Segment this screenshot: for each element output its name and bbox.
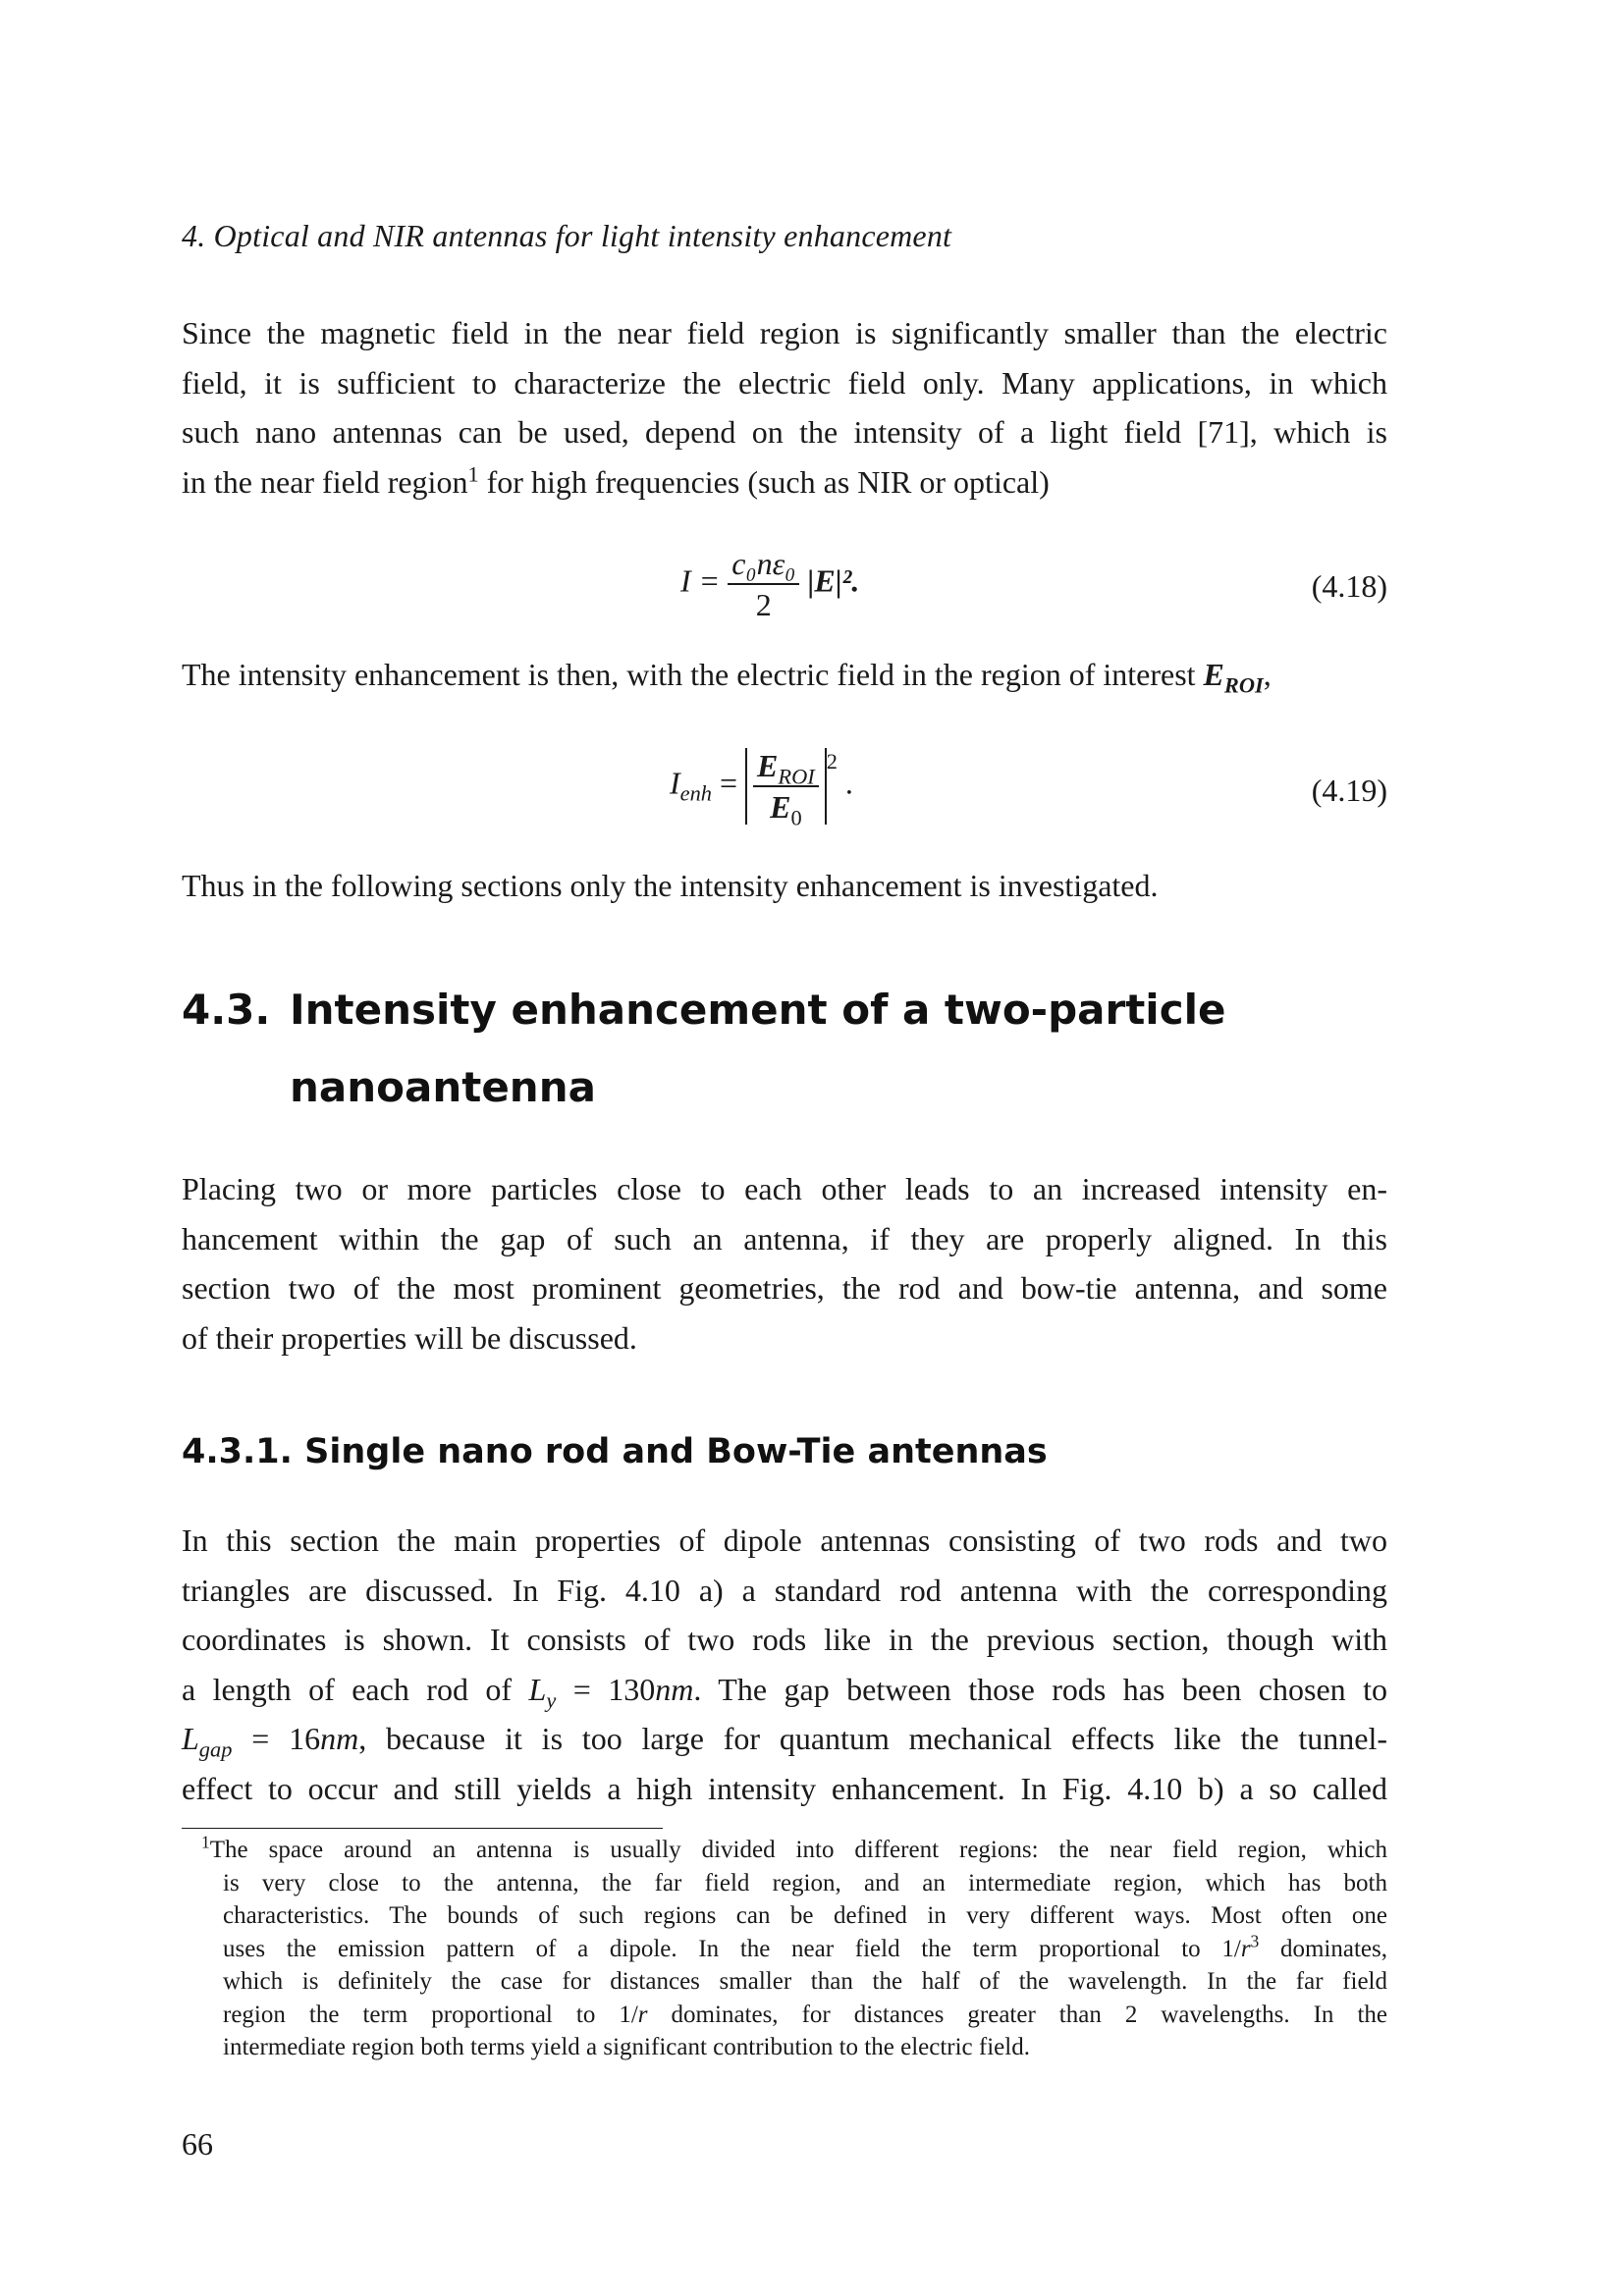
footnote-line: intermediate region both terms yield a significant contribution to the electric field. bbox=[223, 2034, 1030, 2060]
text-segment: = 16 bbox=[232, 1721, 321, 1756]
section-number: 4.3. bbox=[182, 986, 271, 1034]
math-symbol: E bbox=[1203, 657, 1224, 692]
equation-fraction bbox=[753, 748, 819, 830]
text-segment: uses the emission pattern of a dipole. In the near field the term proportional to 1/ bbox=[223, 1935, 1241, 1962]
equation-lhs-subscript: enh bbox=[679, 780, 712, 806]
footnote-marker: 1 bbox=[201, 1832, 210, 1852]
equation-tail: . bbox=[844, 765, 853, 801]
paragraph-summary bbox=[182, 861, 1387, 911]
footnote-line bbox=[182, 1999, 1387, 2032]
exponent: 3 bbox=[1250, 1931, 1260, 1951]
math-subscript: ROI bbox=[778, 764, 815, 789]
text-line bbox=[182, 457, 1387, 507]
footnote-line: characteristics. The bounds of such regions can be defined in very different ways. Most often one bbox=[223, 1902, 1387, 1929]
text-line: of their properties will be discussed. bbox=[182, 1319, 637, 1356]
math-subscript: 0 bbox=[790, 805, 802, 830]
fraction-numerator: c₀nε₀ bbox=[728, 546, 799, 585]
fraction-denominator: 2 bbox=[755, 587, 772, 622]
paragraph-two-particle bbox=[182, 1164, 1387, 1362]
equation-4-19 bbox=[670, 748, 853, 830]
fraction-denominator bbox=[753, 787, 819, 830]
math-symbol: r bbox=[637, 2001, 648, 2028]
text-line: coordinates is shown. It consists of two rods like in the previous section, though with bbox=[182, 1622, 1387, 1657]
math-unit: nm bbox=[655, 1671, 694, 1707]
text-segment: for high frequencies (such as NIR or optical) bbox=[478, 463, 1050, 500]
math-symbol: E bbox=[770, 789, 791, 825]
text-line: hancement within the gap of such an antenna, if they are properly aligned. In this bbox=[182, 1220, 1387, 1256]
math-subscript: y bbox=[546, 1686, 557, 1712]
math-symbol: L bbox=[528, 1671, 547, 1707]
subsection-number: 4.3.1. bbox=[182, 1432, 293, 1471]
text-segment: = 130 bbox=[556, 1671, 656, 1707]
page-number: 66 bbox=[182, 2126, 213, 2162]
fraction-numerator bbox=[753, 748, 819, 787]
text-segment: , because it is too large for quantum mechanical effects like the tunnel- bbox=[358, 1721, 1388, 1756]
text-line: Since the magnetic field in the near field region is significantly smaller than the electric bbox=[182, 315, 1387, 350]
running-head: 4. Optical and NIR antennas for light intensity enhancement bbox=[182, 218, 952, 253]
equation-number: (4.19) bbox=[1311, 773, 1387, 808]
footnote-line bbox=[182, 1834, 1387, 1867]
subsection-title: Single nano rod and Bow-Tie antennas bbox=[304, 1432, 1048, 1471]
paragraph-intro bbox=[182, 308, 1387, 507]
text-segment: , bbox=[1263, 657, 1272, 692]
text-segment: dominates, for distances greater than 2 wavelengths. In the bbox=[647, 2001, 1387, 2028]
text-segment: The intensity enhancement is then, with the electric field in the region of interest bbox=[182, 657, 1196, 692]
text-segment: The space around an antenna is usually divided into different regions: the near field region, which bbox=[209, 1837, 1387, 1863]
math-subscript: ROI bbox=[1223, 672, 1264, 698]
paragraph-rod-antennas bbox=[182, 1516, 1387, 1813]
text-line bbox=[182, 650, 1387, 700]
text-line: Thus in the following sections only the intensity enhancement is investigated. bbox=[182, 868, 1159, 903]
math-unit: nm bbox=[320, 1721, 359, 1756]
footnote-line: which is definitely the case for distances smaller than the half of the wavelength. In the far field bbox=[223, 1968, 1387, 1995]
equation-fraction bbox=[728, 546, 799, 622]
equation-rhs: |E|². bbox=[807, 562, 860, 599]
subsection-heading bbox=[182, 1432, 1048, 1471]
text-line: such nano antennas can be used, depend on the intensity of a light field [71], which is bbox=[182, 414, 1387, 450]
text-line: In this section the main properties of dipole antennas consisting of two rods and two bbox=[182, 1522, 1387, 1558]
text-segment: region the term proportional to 1/ bbox=[223, 2001, 638, 2028]
section-title: Intensity enhancement of a two-particle bbox=[290, 986, 1226, 1034]
text-segment: in the near field region bbox=[182, 463, 468, 500]
equation-lhs: I bbox=[670, 765, 680, 801]
text-line bbox=[182, 1665, 1387, 1715]
math-subscript: gap bbox=[198, 1736, 233, 1762]
text-line: field, it is sufficient to characterize the electric field only. Many applications, in which bbox=[182, 364, 1387, 400]
text-line: section two of the most prominent geometries, the rod and bow-tie antenna, and some bbox=[182, 1270, 1387, 1306]
math-symbol: E bbox=[757, 748, 779, 783]
absolute-value bbox=[745, 748, 827, 830]
footnote-marker: 1 bbox=[467, 460, 479, 486]
equation-number: (4.18) bbox=[1311, 568, 1387, 604]
math-symbol: r bbox=[1240, 1935, 1251, 1962]
footnote-line bbox=[182, 1933, 1387, 1966]
section-heading-continued bbox=[290, 1063, 596, 1111]
paragraph-enhancement bbox=[182, 650, 1387, 700]
footnote-rule bbox=[182, 1828, 663, 1829]
footnote-line: is very close to the antenna, the far field region, and an intermediate region, which has both bbox=[223, 1869, 1387, 1896]
section-heading bbox=[182, 986, 1225, 1034]
math-symbol: L bbox=[182, 1721, 199, 1756]
text-segment: dominates, bbox=[1259, 1935, 1387, 1962]
equation-4-18 bbox=[680, 546, 859, 622]
equals-sign: = bbox=[720, 765, 738, 801]
text-segment: . The gap between those rods has been chosen to bbox=[693, 1671, 1388, 1707]
footnote bbox=[182, 1834, 1387, 2064]
exponent: 2 bbox=[826, 748, 838, 774]
text-line: effect to occur and still yields a high intensity enhancement. In Fig. 4.10 b) a so called bbox=[182, 1770, 1387, 1806]
equation-lhs: I = bbox=[680, 562, 721, 599]
text-line: triangles are discussed. In Fig. 4.10 a) a standard rod antenna with the corresponding bbox=[182, 1572, 1387, 1608]
text-segment: a length of each rod of bbox=[182, 1671, 529, 1707]
text-line bbox=[182, 1714, 1387, 1764]
text-line: Placing two or more particles close to each other leads to an increased intensity en- bbox=[182, 1171, 1387, 1206]
section-title: nanoantenna bbox=[290, 1063, 596, 1111]
